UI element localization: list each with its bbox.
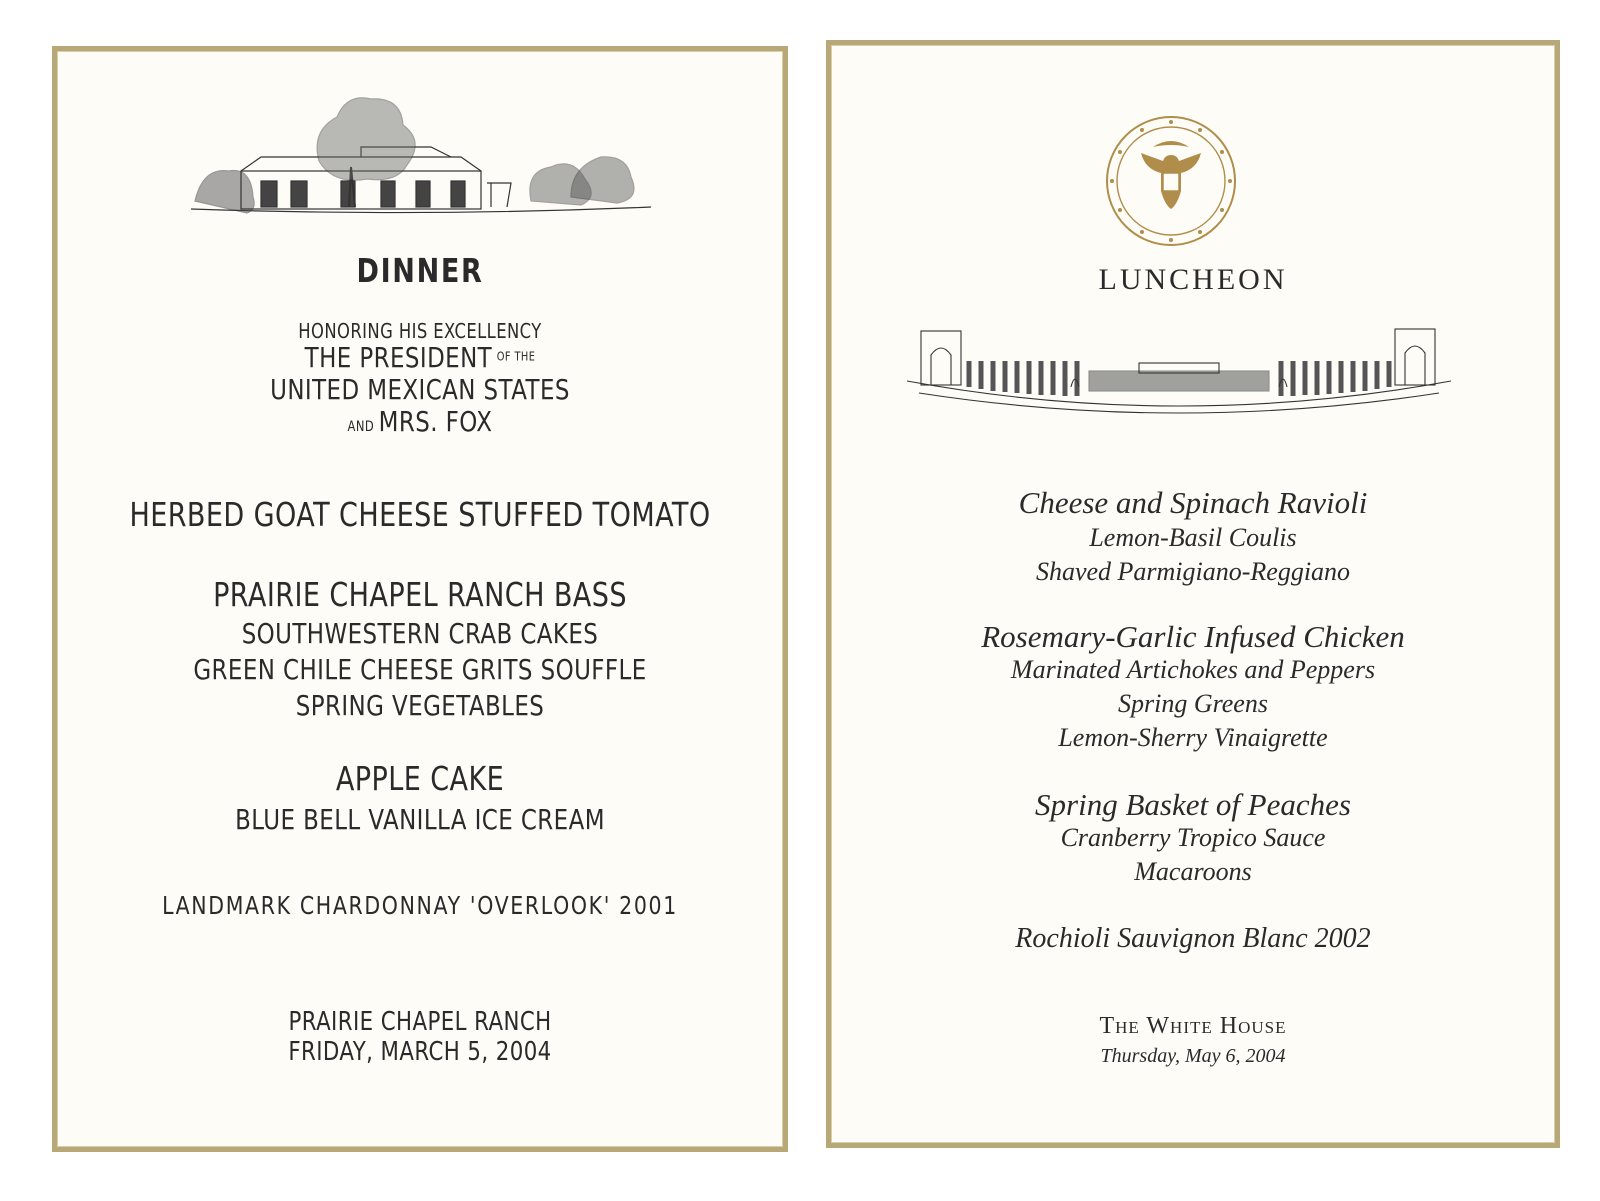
course-2: Rosemary-Garlic Infused Chicken bbox=[981, 619, 1405, 654]
wine-pairing: LANDMARK CHARDONNAY 'OVERLOOK' 2001 bbox=[162, 891, 678, 920]
course-3-item: BLUE BELL VANILLA ICE CREAM bbox=[235, 803, 605, 836]
course-1: HERBED GOAT CHEESE STUFFED TOMATO bbox=[129, 495, 711, 534]
honoree-spouse-line bbox=[122, 405, 717, 438]
menu-title: LUNCHEON bbox=[1098, 263, 1288, 296]
course-1-item: Lemon-Basil Coulis bbox=[1089, 523, 1297, 552]
dinner-menu-card bbox=[52, 46, 788, 1152]
event-date: Thursday, May 6, 2004 bbox=[1100, 1045, 1286, 1067]
course-2-item: SPRING VEGETABLES bbox=[295, 689, 545, 722]
course-2-item: Lemon-Sherry Vinaigrette bbox=[1058, 723, 1328, 752]
luncheon-menu-card bbox=[826, 40, 1560, 1148]
course-2-item: SOUTHWESTERN CRAB CAKES bbox=[241, 617, 599, 650]
venue: The White House bbox=[1099, 1013, 1287, 1039]
venue: PRAIRIE CHAPEL RANCH bbox=[288, 1007, 552, 1037]
honoree-title: THE PRESIDENT bbox=[304, 341, 493, 374]
course-1: Cheese and Spinach Ravioli bbox=[1018, 485, 1368, 520]
course-3-item: Macaroons bbox=[1134, 857, 1252, 886]
wine-pairing: Rochioli Sauvignon Blanc 2002 bbox=[1015, 923, 1371, 954]
honoree-country: UNITED MEXICAN STATES bbox=[270, 373, 570, 406]
honoring-line: HONORING HIS EXCELLENCY bbox=[298, 319, 542, 343]
and-connector: AND bbox=[347, 419, 375, 435]
course-3-item: Cranberry Tropico Sauce bbox=[1060, 823, 1326, 852]
course-2-item: Spring Greens bbox=[1118, 689, 1268, 718]
ranch-house-illustration bbox=[191, 91, 651, 221]
honoree-spouse: MRS. FOX bbox=[378, 405, 493, 438]
menu-title: DINNER bbox=[356, 251, 484, 290]
honoree-title-line bbox=[122, 341, 717, 374]
course-1-item: Shaved Parmigiano-Reggiano bbox=[1035, 557, 1351, 586]
course-2-item: GREEN CHILE CHEESE GRITS SOUFFLE bbox=[193, 653, 647, 686]
course-3: Spring Basket of Peaches bbox=[1035, 787, 1351, 822]
course-2-item: Marinated Artichokes and Peppers bbox=[1010, 655, 1376, 684]
event-date: FRIDAY, MARCH 5, 2004 bbox=[288, 1037, 552, 1067]
course-2: PRAIRIE CHAPEL RANCH BASS bbox=[213, 575, 627, 614]
of-the-connector: OF THE bbox=[496, 349, 536, 364]
memorial-illustration bbox=[899, 321, 1459, 431]
presidential-seal bbox=[1101, 111, 1241, 251]
course-3: APPLE CAKE bbox=[335, 759, 505, 798]
